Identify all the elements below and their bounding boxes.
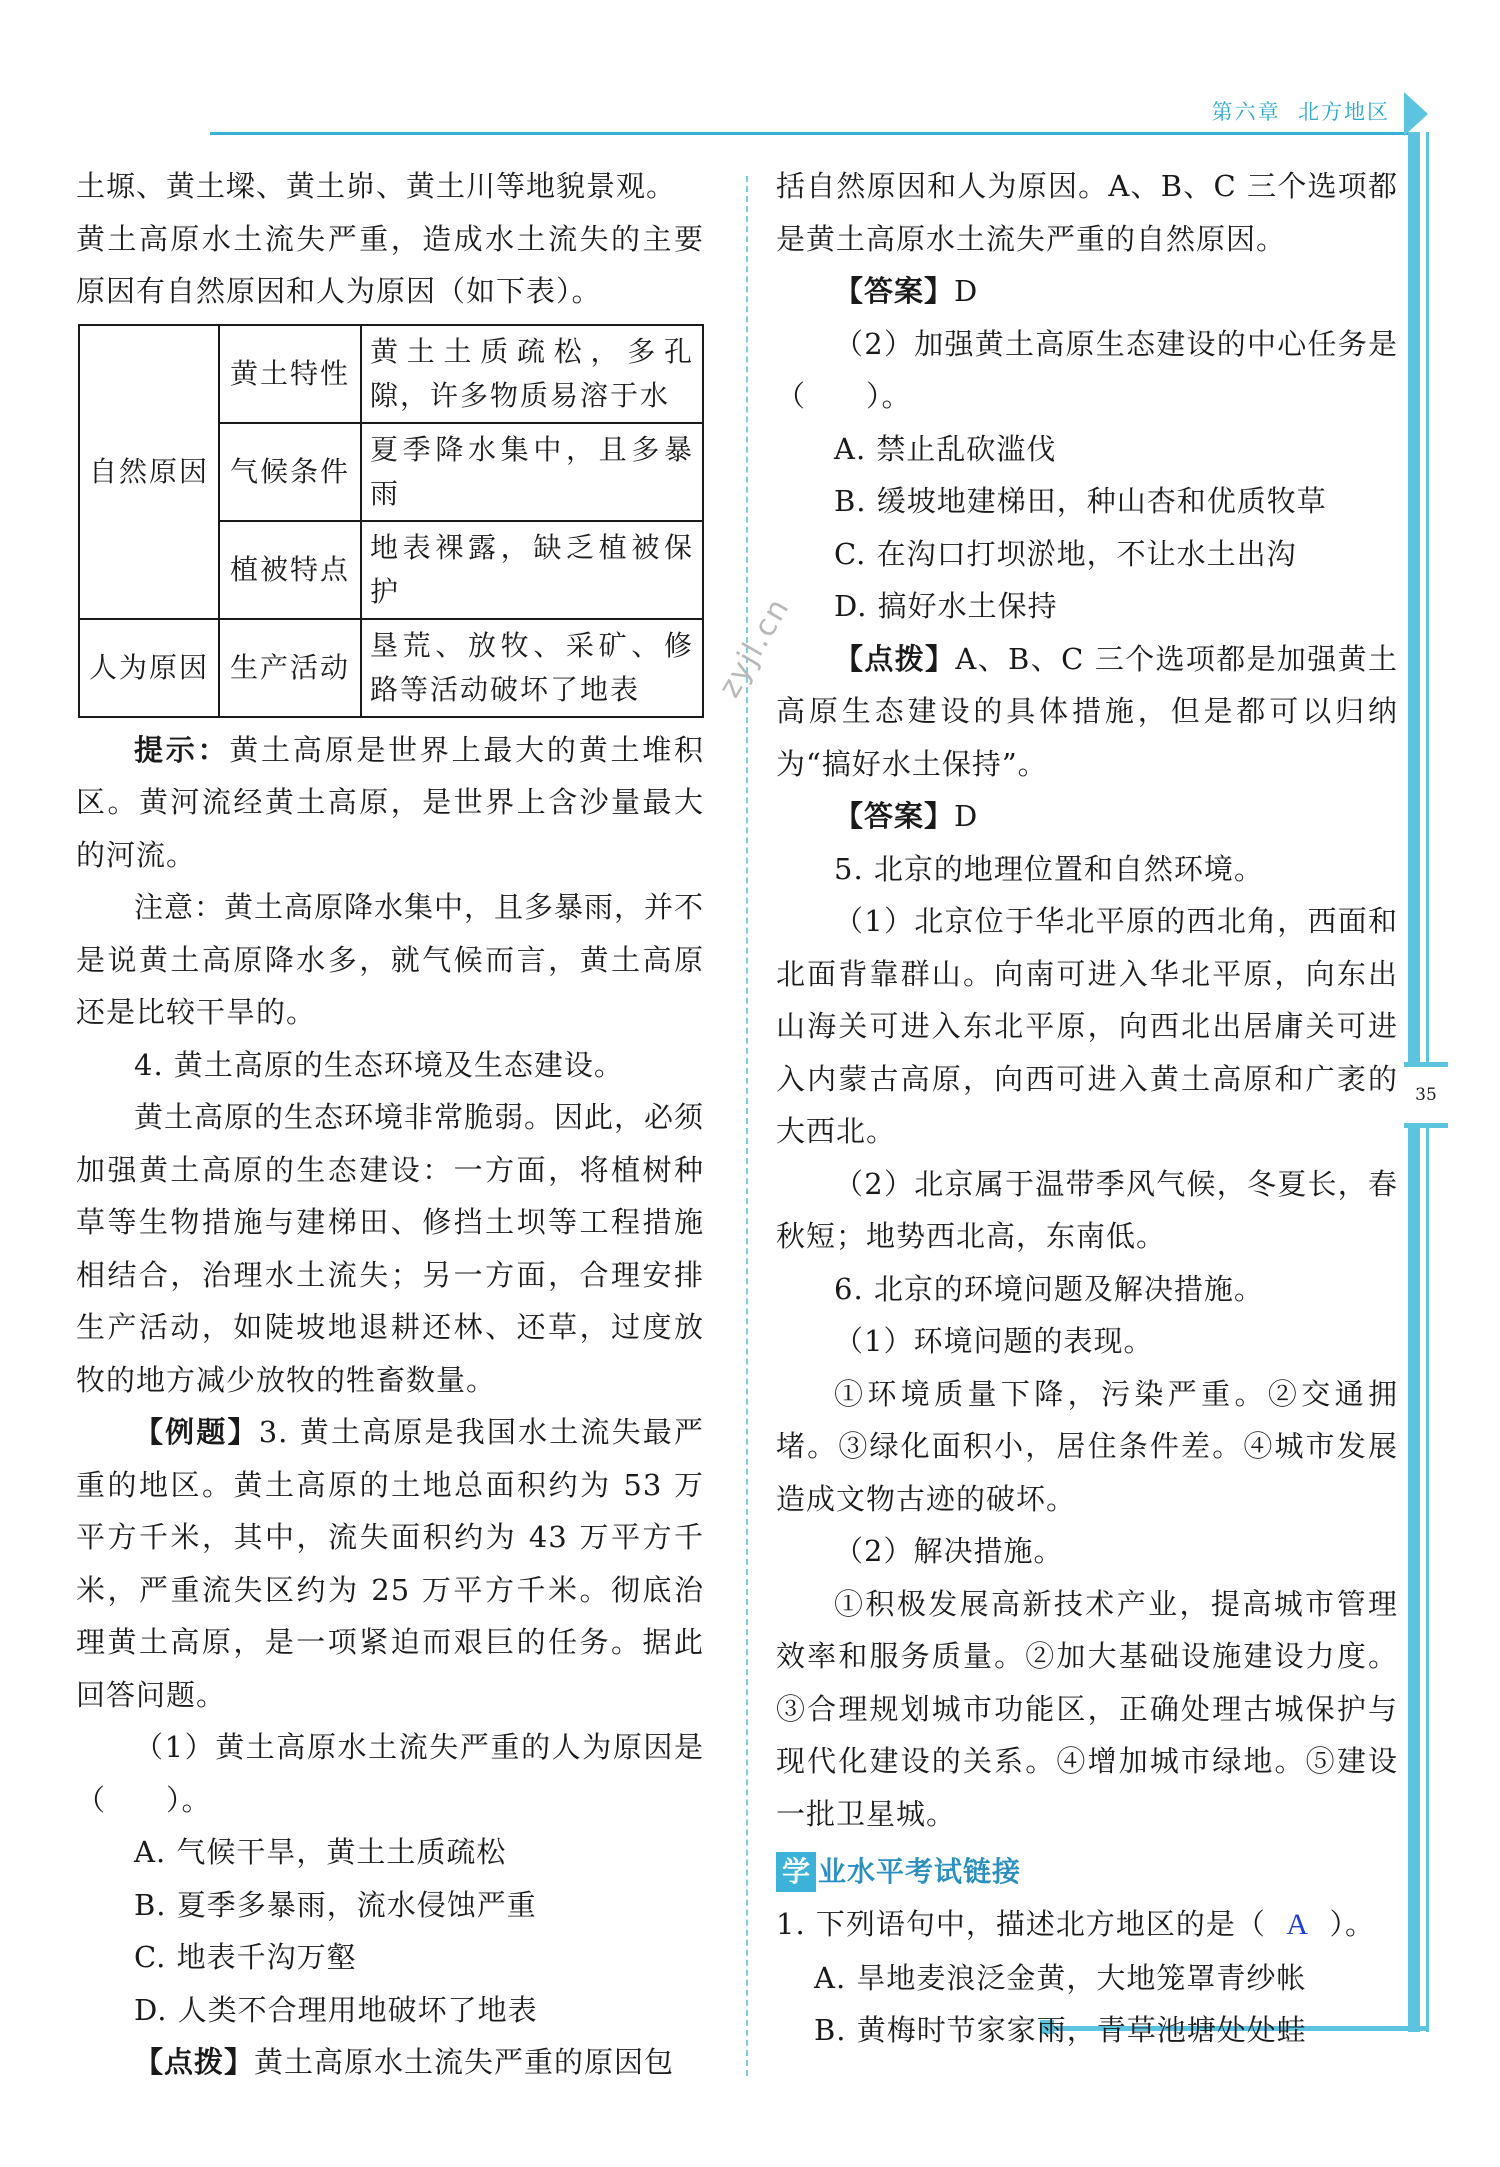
erosion-causes-table bbox=[78, 324, 704, 718]
section-title bbox=[776, 1846, 1398, 1898]
section-badge: 学 bbox=[776, 1852, 816, 1892]
option: D. 人类不合理用地破坏了地表 bbox=[134, 1992, 538, 2027]
hint-text: A、B、C 三个选项都是加强黄土高原生态建设的具体措施，但是都可以归纳为“搞好水土保持”。 bbox=[776, 641, 1398, 781]
question: （1）黄土高原水土流失严重的人为原因是（ ）。 bbox=[76, 1730, 704, 1817]
option: B. 夏季多暴雨，流水侵蚀严重 bbox=[134, 1887, 537, 1922]
paragraph: ①环境质量下降，污染严重。②交通拥堵。③绿化面积小，居住条件差。④城市发展造成文物古迹的破坏。 bbox=[776, 1376, 1398, 1516]
option: C. 地表千沟万壑 bbox=[134, 1940, 357, 1974]
table-cell-desc: 黄土土质疏松，多孔隙，许多物质易溶于水 bbox=[361, 325, 703, 423]
hint-label: 【点拨】 bbox=[134, 2045, 255, 2079]
paragraph: 黄土高原的生态环境非常脆弱。因此，必须加强黄土高原的生态建设：一方面，将植树种草等生物措施与建梯田、修挡土坝等工程措施相结合，治理水土流失；另一方面，合理安排生产活动，如陡坡地退耕还林、还草，过度放牧的地方减少放牧的牲畜数量。 bbox=[76, 1100, 705, 1397]
hint-text: 黄土高原水土流失严重的原因包 bbox=[254, 2045, 675, 2079]
table-cell-desc: 垦荒、放牧、采矿、修路等活动破坏了地表 bbox=[361, 619, 703, 717]
chapter-header bbox=[1212, 96, 1390, 126]
paragraph: ①积极发展高新技术产业，提高城市管理效率和服务质量。②加大基础设施建设力度。③合理规划城市功能区，正确处理古城保护与现代化建设的关系。④增加城市绿地。⑤建设一批卫星城。 bbox=[776, 1586, 1398, 1831]
sub-heading: （1）环境问题的表现。 bbox=[834, 1324, 1154, 1358]
answer-line bbox=[776, 265, 1398, 318]
question-text: 1. 下列语句中，描述北方地区的是（ bbox=[776, 1907, 1266, 1941]
hint-paragraph bbox=[776, 633, 1398, 791]
option: B. 黄梅时节家家雨，青草池塘处处蛙 bbox=[814, 2013, 1307, 2047]
option: B. 缓坡地建梯田，种山杏和优质牧草 bbox=[834, 484, 1327, 518]
answer-label: 【答案】 bbox=[834, 799, 955, 833]
left-column bbox=[76, 160, 704, 2089]
option: A. 旱地麦浪泛金黄，大地笼罩青纱帐 bbox=[814, 1960, 1307, 1995]
sub-heading: （2）解决措施。 bbox=[834, 1534, 1064, 1568]
header-rule bbox=[210, 132, 1420, 135]
header-tab-arrow bbox=[1404, 92, 1428, 136]
section-title-text: 业水平考试链接 bbox=[818, 1854, 1022, 1888]
option: C. 在沟口打坝淤地，不让水土出沟 bbox=[834, 536, 1297, 571]
answer-value: D bbox=[954, 799, 979, 833]
example-label: 【例题】 bbox=[134, 1415, 259, 1449]
question-text-end: ）。 bbox=[1329, 1907, 1375, 1941]
table-row bbox=[79, 325, 703, 423]
option: D. 搞好水土保持 bbox=[834, 589, 1058, 623]
answer-value: A bbox=[1286, 1908, 1309, 1941]
item-heading: 6. 北京的环境问题及解决措施。 bbox=[834, 1271, 1264, 1306]
table-cell-factor: 气候条件 bbox=[219, 423, 361, 521]
item-heading: 4. 黄土高原的生态环境及生态建设。 bbox=[134, 1047, 624, 1082]
table-cell-factor: 黄土特性 bbox=[219, 325, 361, 423]
paragraph: 括自然原因和人为原因。A、B、C 三个选项都是黄土高原水土流失严重的自然原因。 bbox=[776, 169, 1398, 256]
paragraph: 土塬、黄土墚、黄土峁、黄土川等地貌景观。 bbox=[76, 169, 677, 203]
answer-label: 【答案】 bbox=[834, 274, 955, 308]
table-cell-desc: 夏季降水集中，且多暴雨 bbox=[361, 423, 703, 521]
question: （2）加强黄土高原生态建设的中心任务是（ ）。 bbox=[776, 326, 1398, 413]
table-cell-factor: 植被特点 bbox=[219, 521, 361, 619]
paragraph: （2）北京属于温带季风气候，冬夏长，春秋短；地势西北高，东南低。 bbox=[776, 1166, 1398, 1253]
exam-question bbox=[776, 1898, 1398, 1952]
option: A. 气候干旱，黄土土质疏松 bbox=[134, 1835, 507, 1869]
column-divider bbox=[746, 176, 748, 2076]
paragraph: （1）北京位于华北平原的西北角，西面和北面背靠群山。向南可进入华北平原，向东出山海关可进入东北平原，向西北出居庸关可进入内蒙古高原，向西可进入黄土高原和广袤的大西北。 bbox=[776, 904, 1398, 1148]
paragraph: 黄土高原水土流失严重，造成水土流失的主要原因有自然原因和人为原因（如下表）。 bbox=[76, 221, 704, 308]
item-heading: 5. 北京的地理位置和自然环境。 bbox=[834, 851, 1264, 886]
hint-label: 【点拨】 bbox=[834, 641, 956, 676]
watermark: zyjl.cn bbox=[712, 591, 798, 704]
chapter-label: 第六章 bbox=[1211, 100, 1281, 124]
tip-paragraph bbox=[76, 724, 704, 882]
answer-line bbox=[776, 790, 1398, 843]
table-cell-desc: 地表裸露，缺乏植被保护 bbox=[361, 521, 703, 619]
answer-value: D bbox=[954, 274, 979, 308]
tip-label: 提示： bbox=[134, 732, 230, 767]
table-cell-category: 自然原因 bbox=[79, 325, 219, 619]
table-row bbox=[79, 619, 703, 717]
table-cell-factor: 生产活动 bbox=[219, 619, 361, 717]
tip-text: 黄土高原是世界上最大的黄土堆积区。黄河流经黄土高原，是世界上含沙量最大的河流。 bbox=[76, 732, 704, 872]
right-column bbox=[776, 160, 1398, 2057]
note-paragraph: 注意：黄土高原降水集中，且多暴雨，并不是说黄土高原降水多，就气候而言，黄土高原还是比较干旱的。 bbox=[76, 890, 705, 1029]
option: A. 禁止乱砍滥伐 bbox=[834, 431, 1057, 466]
chapter-title: 北方地区 bbox=[1298, 100, 1390, 124]
hint-paragraph bbox=[76, 2036, 704, 2089]
page-number: 35 bbox=[1404, 1062, 1448, 1128]
table-cell-category: 人为原因 bbox=[79, 619, 219, 717]
example-text: 3. 黄土高原是我国水土流失最严重的地区。黄土高原的土地总面积约为 53 万平方千米，其中，流失面积约为 43 万平方千米，严重流失区约为 25 万平方千米。彻底治理黄土高原，是一项紧迫而艰巨的任务。据此回答问题。 bbox=[76, 1415, 704, 1712]
example-paragraph bbox=[76, 1406, 704, 1721]
